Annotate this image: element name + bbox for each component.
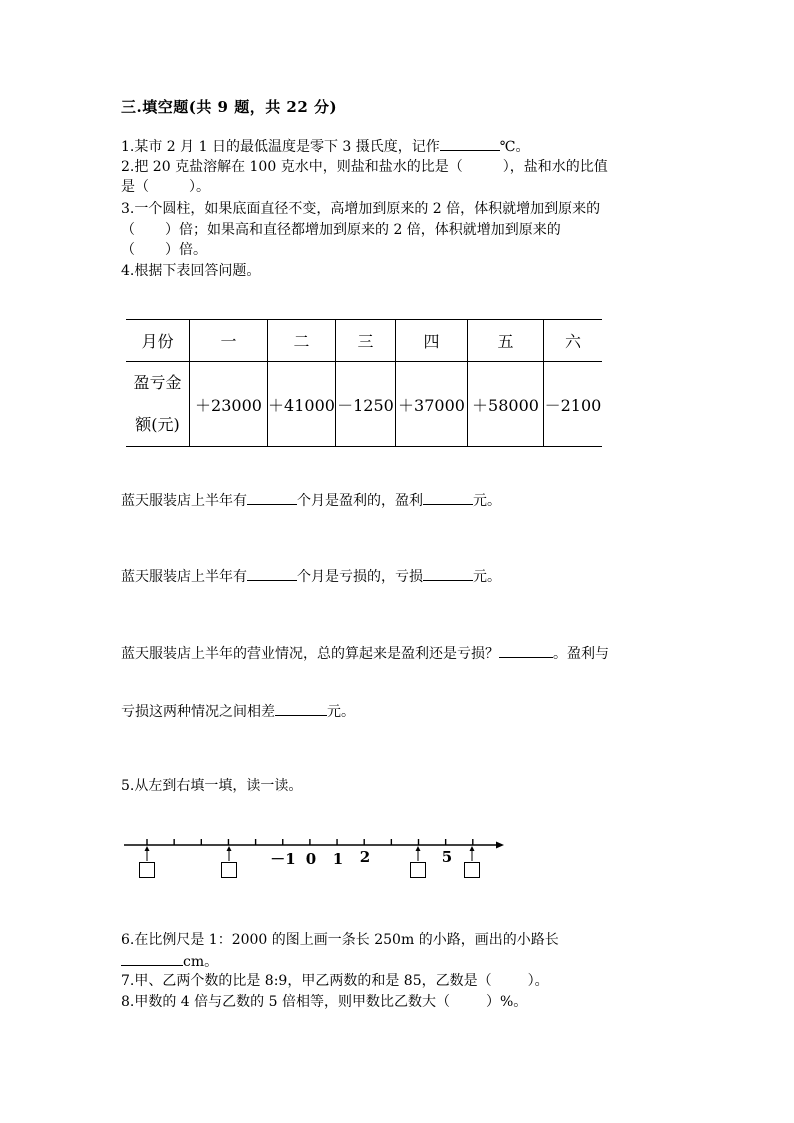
table-value-row — [126, 362, 602, 447]
q4-s2-blank-1[interactable] — [247, 566, 297, 581]
q4-s2-text-b: 个月是亏损的，亏损 — [297, 569, 423, 585]
q7-close: ）。 — [527, 973, 549, 989]
table-header-row — [126, 320, 602, 362]
q3-paren-open-1: （ — [121, 222, 135, 238]
q4-s2-text-c: 元。 — [473, 569, 501, 585]
question-3-line-3 — [121, 240, 207, 260]
q1-unit: ℃。 — [499, 139, 530, 155]
q4-s1-text-b: 个月是盈利的，盈利 — [297, 493, 423, 509]
q1-text: 1.某市 2 月 1 日的最低温度是零下 3 摄氏度，记作 — [121, 139, 440, 155]
question-3-line-2 — [121, 220, 561, 240]
q8-close: ）%。 — [485, 994, 528, 1010]
table-value-cell: ＋23000 — [190, 362, 268, 447]
question-7 — [121, 971, 549, 991]
question-8 — [121, 992, 527, 1012]
tick-label: 5 — [441, 848, 453, 866]
q1-blank[interactable] — [440, 136, 500, 151]
q4-s3-text-a: 蓝天服装店上半年的营业情况，总的算起来是盈利还是亏损？ — [121, 646, 499, 662]
q6-unit: cm。 — [183, 954, 219, 970]
table-month-cell: 一 — [190, 320, 268, 362]
pointer-arrow-head — [470, 846, 475, 851]
q4-s3-blank[interactable] — [499, 643, 553, 658]
q6-blank[interactable] — [121, 951, 183, 966]
question-6-line-2 — [121, 951, 218, 972]
profit-loss-table — [126, 319, 602, 447]
pointer-arrow-head — [227, 846, 232, 851]
table-value-cell: ＋37000 — [396, 362, 468, 447]
q4-sentence-1 — [121, 490, 501, 511]
q4-s1-blank-2[interactable] — [423, 490, 473, 505]
number-line-arrowhead — [496, 842, 504, 849]
table-value-cell: ＋58000 — [468, 362, 544, 447]
question-4-intro: 4.根据下表回答问题。 — [121, 263, 261, 279]
q4-s2-blank-2[interactable] — [423, 566, 473, 581]
question-6-line-1: 6.在比例尺是 1：2000 的图上画一条长 250m 的小路，画出的小路长 — [121, 932, 559, 948]
table-month-cell: 三 — [336, 320, 396, 362]
table-value-cell: －2100 — [544, 362, 603, 447]
tick-label: －1 — [270, 850, 296, 868]
q2-text-c: 是（ — [121, 179, 149, 195]
question-3-line-1: 3.一个圆柱，如果底面直径不变，高增加到原来的 2 倍，体积就增加到原来的 — [121, 201, 601, 217]
q4-s1-text-c: 元。 — [473, 493, 501, 509]
table-month-cell: 四 — [396, 320, 468, 362]
row-label-line-1: 盈亏金 — [133, 373, 182, 392]
q7-text: 7.甲、乙两个数的比是 8:9，甲乙两数的和是 85，乙数是（ — [121, 973, 492, 989]
q4-sentence-2 — [121, 566, 501, 587]
q4-s4-text-a: 亏损这两种情况之间相差 — [121, 704, 275, 720]
number-line-answer-box-2[interactable] — [221, 862, 237, 878]
q3-text-c: ）倍。 — [165, 242, 207, 258]
tick-label: 2 — [359, 848, 371, 866]
question-2-line-1 — [121, 157, 608, 177]
tick-label: 0 — [305, 850, 317, 868]
table-value-cell: －1250 — [336, 362, 396, 447]
q2-text: 2.把 20 克盐溶解在 100 克水中，则盐和盐水的比是（ — [121, 159, 463, 175]
q4-s2-text-a: 蓝天服装店上半年有 — [121, 569, 247, 585]
q8-text: 8.甲数的 4 倍与乙数的 5 倍相等，则甲数比乙数大（ — [121, 994, 450, 1010]
q3-paren-open-2: （ — [121, 242, 135, 258]
pointer-arrow-head — [145, 846, 150, 851]
section-title: 三.填空题(共 9 题，共 22 分) — [121, 98, 338, 116]
question-5-intro: 5.从左到右填一填，读一读。 — [121, 778, 303, 794]
q4-s1-blank-1[interactable] — [247, 490, 297, 505]
number-line-figure — [118, 833, 508, 885]
q4-sentence-3 — [121, 643, 609, 664]
table-month-cell: 五 — [468, 320, 544, 362]
question-1 — [121, 136, 529, 157]
q4-s4-text-b: 元。 — [327, 704, 355, 720]
table-row-label — [126, 362, 190, 447]
q4-s1-text-a: 蓝天服装店上半年有 — [121, 493, 247, 509]
number-line-answer-box-4[interactable] — [464, 862, 480, 878]
number-line-answer-box-1[interactable] — [139, 862, 155, 878]
row-label-line-2: 额(元) — [135, 415, 180, 434]
table-month-cell: 二 — [268, 320, 336, 362]
question-2-line-2 — [121, 177, 210, 197]
q4-s4-blank[interactable] — [275, 701, 327, 716]
table-month-cell: 六 — [544, 320, 603, 362]
number-line-answer-box-3[interactable] — [410, 862, 426, 878]
number-line-ticks — [147, 839, 473, 845]
table-value-cell: ＋41000 — [268, 362, 336, 447]
q4-s3-text-b: 。盈利与 — [553, 646, 609, 662]
pointer-arrow-head — [416, 846, 421, 851]
q2-text-b: ），盐和水的比值 — [502, 159, 608, 175]
q2-text-d: ）。 — [189, 179, 210, 195]
table-header-label: 月份 — [126, 320, 190, 362]
q3-text-b: ）倍；如果高和直径都增加到原来的 2 倍，体积就增加到原来的 — [165, 222, 561, 238]
tick-label: 1 — [332, 850, 344, 868]
q4-sentence-4 — [121, 701, 355, 722]
